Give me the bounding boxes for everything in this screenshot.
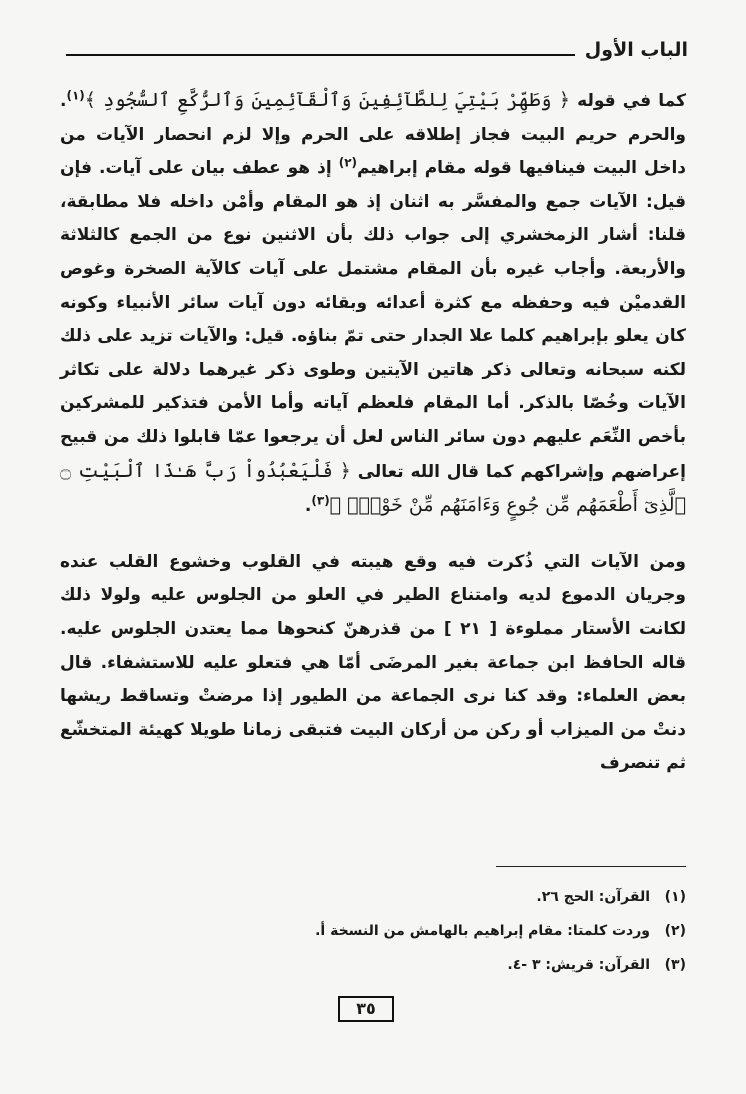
paragraph-2: ومن الآيات التي ذُكرت فيه وقع هيبته في القلوب وخشوع القلب عنده وجريان الدموع لديه وامتناع الطير في العلو من الجلوس عليه ولولا ذلك لكانت الأستار مملوءة [ ٢١ ] من قذرهنّ كنحوها مما يعتدن الجلوس عليه. قاله الحافظ ابن جماعة بغير المرضَى أمّا هي فتعلو عليه للاستشفاء. قال بعض العلماء: وقد كنا نرى الجماعة من الطيور إذا مرضتْ وتساقط ريشها دنتْ من الميزاب أو ركن من أركان البيت فتبقى زمانا طويلا كهيئة المتخشّع ثم تنصرف [60,551,686,774]
paragraph-1 [60,84,686,524]
footnote-text: وردت كلمتا: مقام إبراهيم بالهامش من النسخة أ. [315,923,650,939]
footnote-number: (٢) [664,923,686,939]
footnote-ref-2: (٢) [338,155,357,170]
body-text-a: . والحرم حريم البيت فجاز إطلاقه على الحرم وإلا لزم انحصار الآيات من داخل البيت فينافيها قوله مقام إبراهيم [60,91,686,179]
footnote-item [60,914,686,948]
footnote-item [60,880,686,914]
footnote-number: (٣) [664,957,686,973]
header-rule [66,54,575,56]
footnote-ref-1: (١) [66,88,85,103]
chapter-title: الباب الأول [584,39,688,61]
footnote-text: القرآن: قريش: ٣ -٤. [507,957,650,973]
page-number: ٣٥ [338,996,394,1022]
footnotes [60,880,686,982]
footnote-text: القرآن: الحج ٢٦. [536,889,650,905]
intro-text: كما في قوله [577,91,686,111]
footnote-number: (١) [664,889,686,905]
footnote-separator [496,866,686,867]
period: . [304,496,312,517]
main-text [60,84,686,781]
footnote-item [60,948,686,982]
running-header [66,36,688,64]
footnote-ref-3: (٣) [311,493,330,508]
quran-verse-1: ﴿ وَطَهِّرْ بَيْتِيَ لِلطَّآئِفِينَ وَٱلْقَآئِمِينَ وَٱلرُّكَّعِ ٱلسُّجُودِ ﴾ [84,89,570,111]
body-text-b: إذ هو عطف بيان على آيات. فإن قيل: الآيات جمع والمفسَّر به اثنان إذ هو المقام وأمْن داخله فلا مطابقة، قلنا: أشار الزمخشري إلى جواب ذلك بأن الاثنين نوع من الجمع كالثلاثة والأربعة. وأجاب غيره بأن المقام مشتمل على آيات كالآية الصخرة وغوص القدميْن فيه وحفظه مع كثرة أعدائه وبقائه دون آيات سائر الأنبياء وكونه كان يعلو بإبراهيم كلما علا الجدار حتى تمّ بناؤه. قيل: والآيات تزيد على ذلك لكنه سبحانه وتعالى ذكر هاتين الآيتين وطوى ذكر غيرهما دلالة على تكاثر الآيات وخُصّا بالذكر. أما المقام فلعظم آياته وأما الأمن فتذكير للمشركين بأخص النِّعَم عليهم دون سائر الناس لعل أن يرجعوا عمّا قابلوا ذلك من قبيح إعراضهم وإشراكهم كما قال الله تعالى [60,158,686,482]
quran-verse-2: ﴿ فَلْيَعْبُدُواْ رَبَّ هَـٰذَا ٱلْبَيْتِ ۝ ٱلَّذِىٓ أَطْعَمَهُم مِّن جُوعٍ وَءَامَنَهُم مِّنْ خَوْفٍۭ ﴾ [60,459,686,517]
